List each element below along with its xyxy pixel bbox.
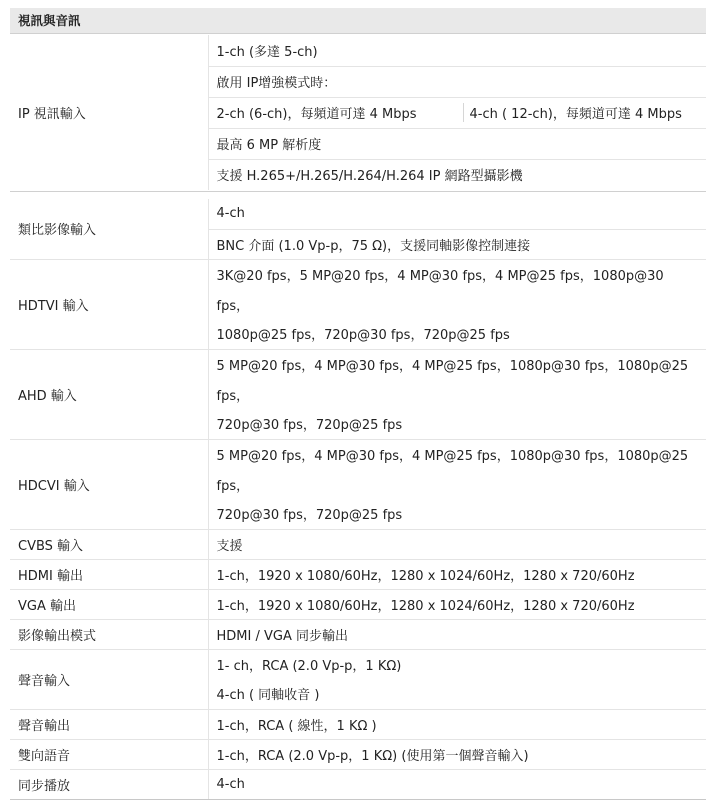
table-row: [10, 259, 706, 289]
table-row: [10, 709, 706, 739]
audio-in-line2: 4-ch ( 同軸收音 ): [208, 679, 706, 709]
ahd-line2: fps，: [216, 388, 250, 404]
vga-out-label: VGA 輸出: [10, 589, 208, 619]
sync-playback-value: 4-ch: [208, 769, 706, 799]
table-row: [10, 769, 706, 799]
audio-out-label: 聲音輸出: [10, 709, 208, 739]
ahd-line1: 5 MP@20 fps，4 MP@30 fps，4 MP@25 fps，1080p@30 fps，1080p@25: [216, 358, 689, 374]
ip-input-line1: 1-ch (多達 5-ch): [208, 35, 706, 66]
ip-input-table: [10, 35, 706, 190]
spec-table: [10, 199, 706, 800]
ip-input-line3: [208, 97, 706, 128]
sync-playback-label: 同步播放: [10, 769, 208, 799]
hdtvi-line3: 1080p@25 fps，720p@30 fps，720p@25 fps: [208, 319, 706, 349]
table-row: [10, 589, 706, 619]
ip-input-label: IP 視訊輸入: [10, 35, 208, 190]
table-row: [10, 619, 706, 649]
hdtvi-line2: fps，: [216, 298, 250, 314]
two-way-audio-label: 雙向語音: [10, 739, 208, 769]
table-row: [10, 35, 706, 66]
hdmi-out-value: 1-ch，1920 x 1080/60Hz，1280 x 1024/60Hz，1280 x 720/60Hz: [208, 559, 706, 589]
ip-input-line3b: 4-ch ( 12-ch)，每頻道可達 4 Mbps: [469, 107, 682, 122]
ip-input-line4: 最高 6 MP 解析度: [208, 128, 706, 159]
hdcvi-line1: 5 MP@20 fps，4 MP@30 fps，4 MP@25 fps，1080p@30 fps，1080p@25: [216, 448, 689, 464]
hdtvi-line1: 3K@20 fps，5 MP@20 fps，4 MP@30 fps，4 MP@25 fps，1080p@30: [216, 268, 664, 284]
hdcvi-line3: 720p@30 fps，720p@25 fps: [208, 499, 706, 529]
hdmi-out-label: HDMI 輸出: [10, 559, 208, 589]
ip-input-line2: 啟用 IP增強模式時：: [208, 66, 706, 97]
table-row: [10, 739, 706, 769]
table-row: [10, 649, 706, 679]
analog-line1: 4-ch: [208, 199, 706, 229]
audio-in-label: 聲音輸入: [10, 649, 208, 709]
audio-in-line1: 1- ch，RCA (2.0 Vp-p，1 KΩ): [216, 658, 402, 674]
analog-line2: BNC 介面 (1.0 Vp-p，75 Ω)，支援同軸影像控制連接: [208, 229, 706, 259]
hdcvi-line2: fps，: [216, 478, 250, 494]
cvbs-label: CVBS 輸入: [10, 529, 208, 559]
cvbs-value: 支援: [208, 529, 706, 559]
hdcvi-label: HDCVI 輸入: [10, 439, 208, 529]
table-row: [10, 349, 706, 379]
two-way-audio-value: 1-ch，RCA (2.0 Vp-p，1 KΩ) (使用第一個聲音輸入): [208, 739, 706, 769]
ahd-label: AHD 輸入: [10, 349, 208, 439]
ip-input-line5: 支援 H.265+/H.265/H.264/H.264 IP 網路型攝影機: [216, 169, 523, 185]
table-row: [10, 529, 706, 559]
hdtvi-label: HDTVI 輸入: [10, 259, 208, 349]
section-divider: [10, 191, 706, 192]
analog-input-label: 類比影像輸入: [10, 199, 208, 259]
ahd-line3: 720p@30 fps，720p@25 fps: [208, 409, 706, 439]
table-row: [10, 559, 706, 589]
audio-out-value: 1-ch，RCA ( 線性，1 KΩ ): [208, 709, 706, 739]
section-title: 視訊與音訊: [10, 8, 706, 34]
ip-input-line3a: 2-ch (6-ch)，每頻道可達 4 Mbps: [209, 103, 464, 122]
vga-out-value: 1-ch，1920 x 1080/60Hz，1280 x 1024/60Hz，1280 x 720/60Hz: [208, 589, 706, 619]
table-row: [10, 199, 706, 229]
table-row: [10, 439, 706, 469]
video-out-mode-value: HDMI / VGA 同步輸出: [208, 619, 706, 649]
video-out-mode-label: 影像輸出模式: [10, 619, 208, 649]
